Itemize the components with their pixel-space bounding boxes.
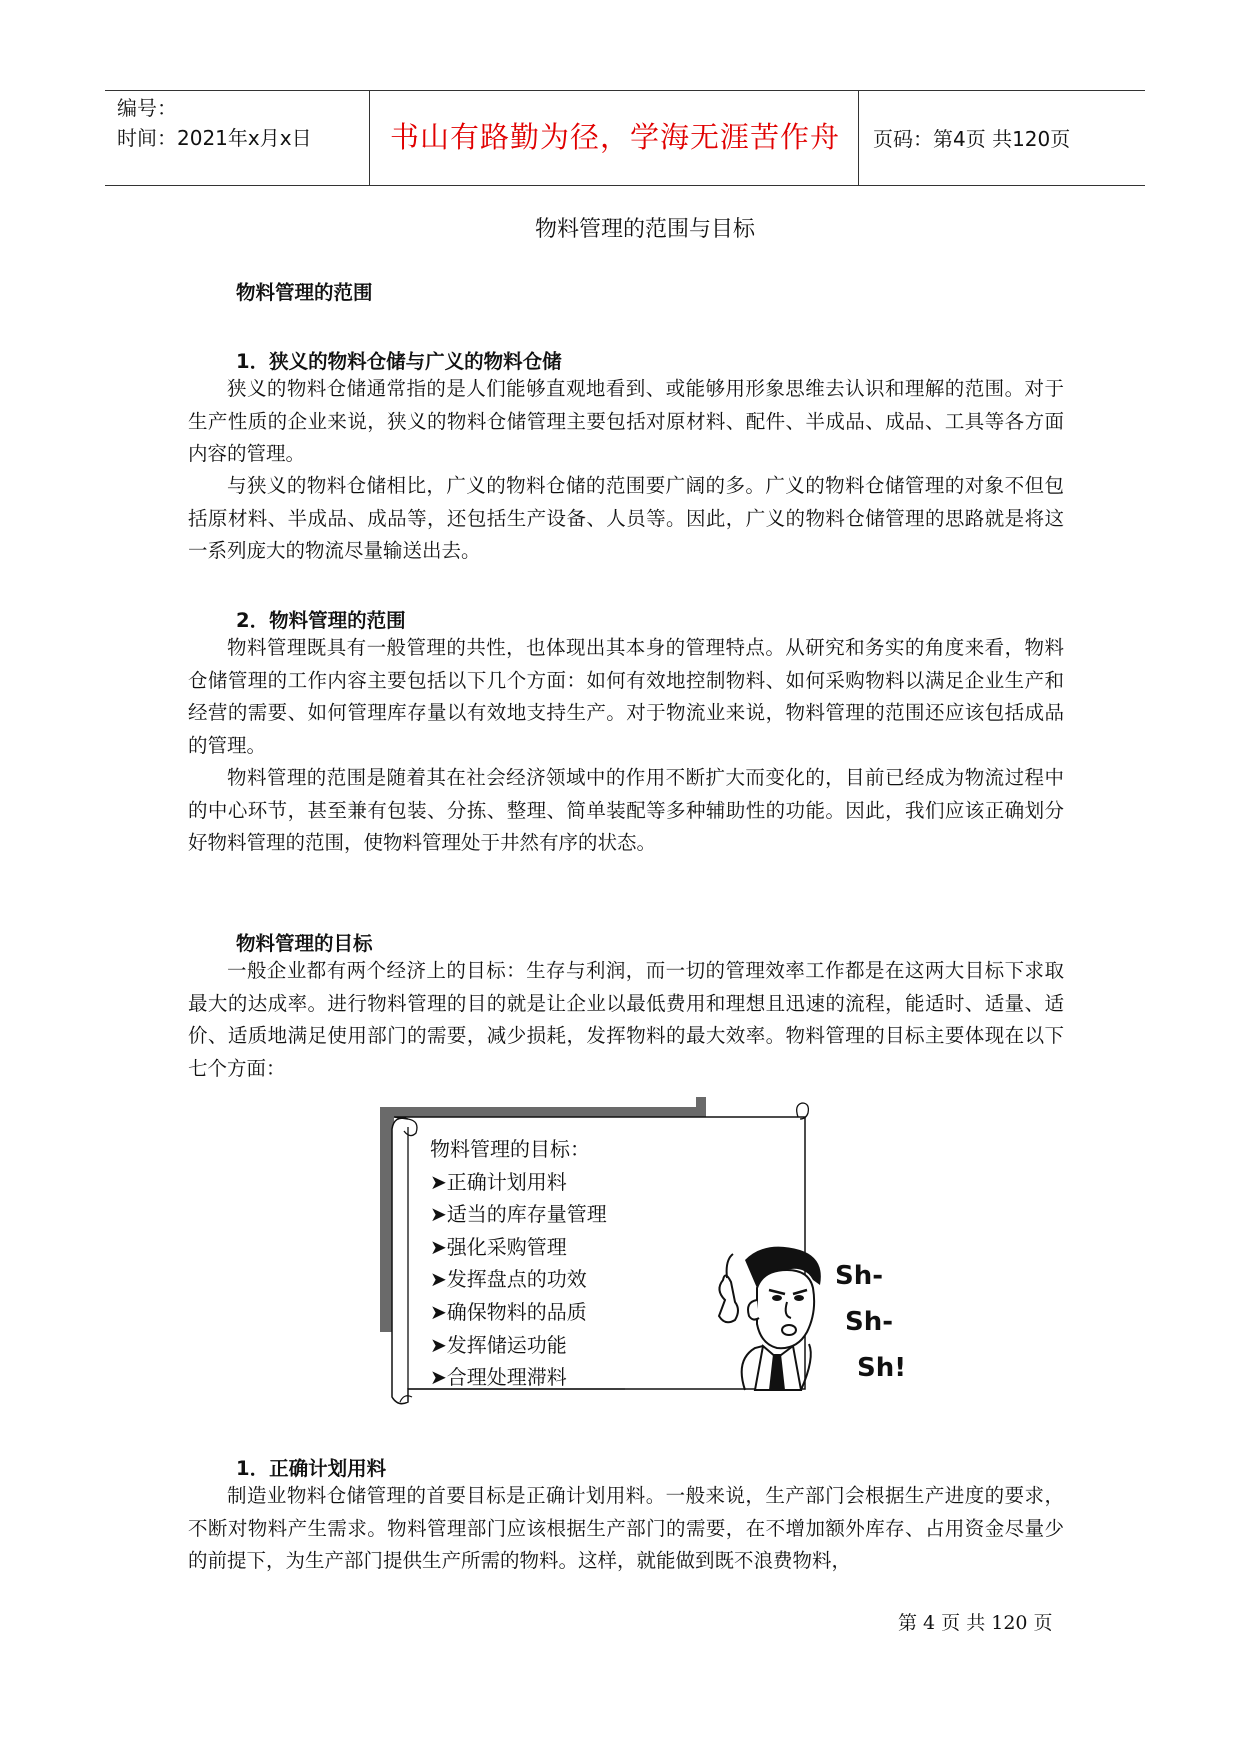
cartoon-text: Sh- [845,1307,894,1337]
goal-item: ➤发挥储运功能 [430,1332,567,1357]
goal-item: ➤合理处理滞料 [430,1365,567,1390]
serial-label: 编号： [117,96,177,120]
shushing-man-cartoon [705,1240,925,1405]
cartoon-text: Sh! [857,1353,907,1383]
paragraph: 物料管理的范围是随着其在社会经济领域中的作用不断扩大而变化的，目前已经成为物流过程中的中心环节，甚至兼有包装、分拣、整理、简单装配等多种辅助性的功能。因此，我们应该正确划分好物料管理的范围，使物料管理处于井然有序的状态。 [188,766,1064,854]
subsection-heading: 1．狭义的物料仓储与广义的物料仓储 [236,350,562,373]
paragraph: 狭义的物料仓储通常指的是人们能够直观地看到、或能够用形象思维去认识和理解的范围。对于生产性质的企业来说，狭义的物料仓储管理主要包括对原材料、配件、半成品、成品、工具等各方面内容的管理。 [188,377,1064,465]
goal-item: ➤强化采购管理 [430,1234,567,1259]
header-meta [117,93,362,153]
document-title: 物料管理的范围与目标 [534,217,755,242]
subsection-heading: 1．正确计划用料 [236,1457,387,1480]
goals-list [430,1133,607,1394]
goal-item: ➤适当的库存量管理 [430,1202,607,1227]
subsection-heading: 2．物料管理的范围 [236,609,406,632]
paragraph: 与狭义的物料仓储相比，广义的物料仓储的范围要广阔的多。广义的物料仓储管理的对象不但包括原材料、半成品、成品等，还包括生产设备、人员等。因此，广义的物料仓储管理的思路就是将这一系列庞大的物流尽量输送出去。 [188,474,1064,562]
paragraph: 一般企业都有两个经济上的目标：生存与利润，而一切的管理效率工作都是在这两大目标下求取最大的达成率。进行物料管理的目的就是让企业以最低费用和理想且迅速的流程，能适时、适量、适价、适质地满足使用部门的需要，减少损耗，发挥物料的最大效率。物料管理的目标主要体现在以下七个方面： [188,959,1064,1080]
page-footer: 第 4 页 共 120 页 [898,1612,1053,1634]
time-label: 时间：2021年x月x日 [117,126,312,150]
goal-item: ➤发挥盘点的功效 [430,1267,587,1292]
paragraph: 物料管理既具有一般管理的共性，也体现出其本身的管理特点。从研究和务实的角度来看，物料仓储管理的工作内容主要包括以下几个方面：如何有效地控制物料、如何采购物料以满足企业生产和经营的需要、如何管理库存量以有效地支持生产。对于物流业来说，物料管理的范围还应该包括成品的管理。 [188,636,1064,757]
goal-item: ➤确保物料的品质 [430,1299,587,1324]
goals-title: 物料管理的目标： [430,1137,590,1161]
page-header [105,90,1145,186]
cartoon-text: Sh- [835,1261,884,1291]
section-heading: 物料管理的目标 [236,932,373,955]
header-page-label: 页码：第4页 共120页 [873,127,1071,151]
header-divider [858,91,859,185]
paragraph: 制造业物料仓储管理的首要目标是正确计划用料。一般来说，生产部门会根据生产进度的要求，不断对物料产生需求。物料管理部门应该根据生产部门的需要，在不增加额外库存、占用资金尽量少的前提下，为生产部门提供生产所需的物料。这样，就能做到既不浪费物料， [188,1484,1064,1572]
header-divider [369,91,370,185]
goal-item: ➤正确计划用料 [430,1169,567,1194]
header-motto: 书山有路勤为径，学海无涯苦作舟 [389,120,840,154]
section-heading: 物料管理的范围 [236,281,373,304]
